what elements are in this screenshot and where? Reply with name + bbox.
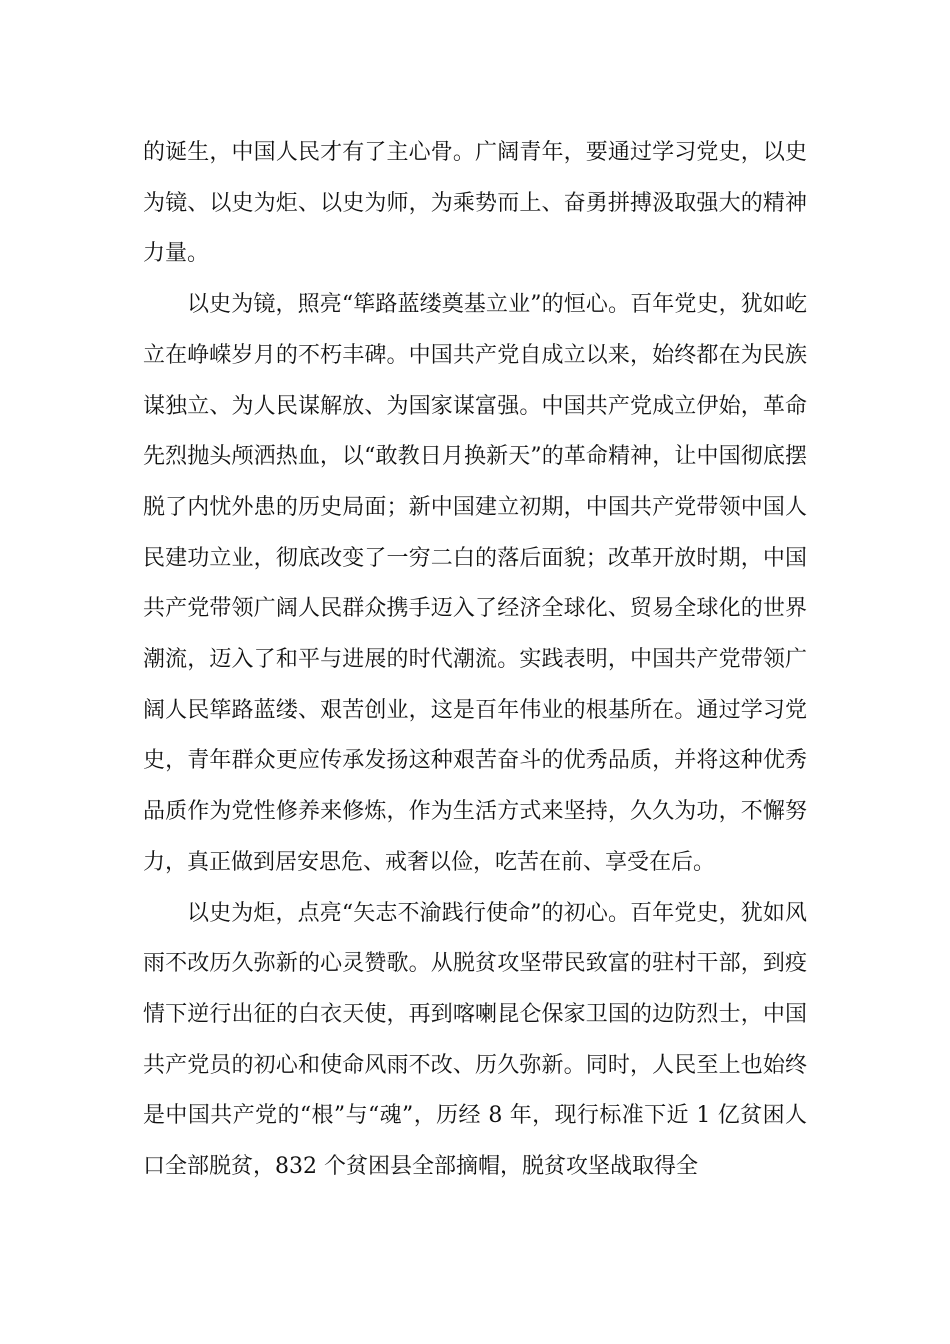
- document-body: [143, 128, 807, 1193]
- paragraph-continuation: 的诞生，中国人民才有了主心骨。广阔青年，要通过学习党史，以史为镜、以史为炬、以史为师，为乘势而上、奋勇拼搏汲取强大的精神力量。: [143, 140, 807, 267]
- paragraph-mirror-history: 以史为镜，照亮“筚路蓝缕奠基立业”的恒心。百年党史，犹如屹立在峥嵘岁月的不朽丰碑。中国共产党自成立以来，始终都在为民族谋独立、为人民谋解放、为国家谋富强。中国共产党成立伊始，革命先烈抛头颅洒热血，以“敢教日月换新天”的革命精神，让中国彻底摆脱了内忧外患的历史局面；新中国建立初期，中国共产党带领中国人民建功立业，彻底改变了一穷二白的落后面貌；改革开放时期，中国共产党带领广阔人民群众携手迈入了经济全球化、贸易全球化的世界潮流，迈入了和平与进展的时代潮流。实践表明，中国共产党带领广阔人民筚路蓝缕、艰苦创业，这是百年伟业的根基所在。通过学习党史，青年群众更应传承发扬这种艰苦奋斗的优秀品质，并将这种优秀品质作为党性修养来修炼，作为生活方式来坚持，久久为功，不懈努力，真正做到居安思危、戒奢以俭，吃苦在前、享受在后。: [143, 292, 807, 875]
- paragraph-torch-history: 以史为炬，点亮“矢志不渝践行使命”的初心。百年党史，犹如风雨不改历久弥新的心灵赞歌。从脱贫攻坚带民致富的驻村干部，到疫情下逆行出征的白衣天使，再到喀喇昆仑保家卫国的边防烈士，中国共产党员的初心和使命风雨不改、历久弥新。同时，人民至上也始终是中国共产党的“根”与“魂”，历经 8 年，现行标准下近 1 亿贫困人口全部脱贫，832 个贫困县全部摘帽，脱贫攻坚战取得全: [143, 900, 807, 1180]
